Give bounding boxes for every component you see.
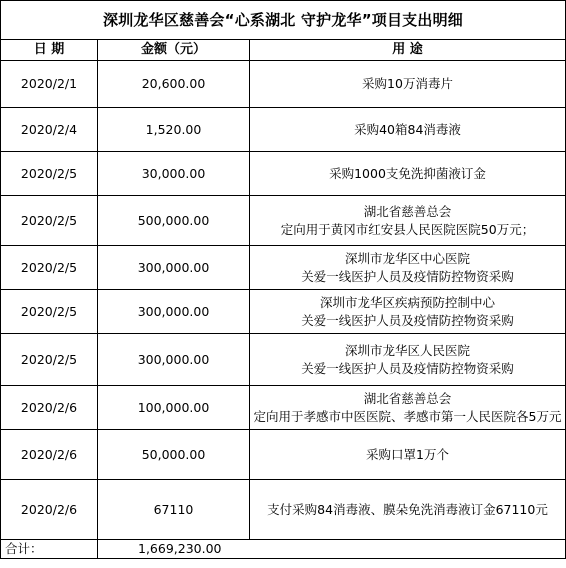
purpose-line: 湖北省慈善总会: [363, 390, 452, 406]
row-date: 2020/2/6: [1, 430, 98, 480]
row-purpose: [250, 196, 566, 246]
row-purpose: [250, 152, 566, 196]
row-date: 2020/2/6: [1, 480, 98, 540]
row-date: 2020/2/5: [1, 334, 98, 386]
row-date: 2020/2/5: [1, 246, 98, 290]
row-amount: 300,000.00: [98, 246, 250, 290]
row-purpose: [250, 246, 566, 290]
row-amount: 30,000.00: [98, 152, 250, 196]
row-purpose: [250, 430, 566, 480]
row-amount: 50,000.00: [98, 430, 250, 480]
table-row: [1, 61, 566, 108]
purpose-line: 采购1000支免洗抑菌液订金: [329, 165, 486, 181]
row-amount: 1,520.00: [98, 108, 250, 152]
total-amount: 1,669,230.00: [98, 540, 566, 559]
row-date: 2020/2/4: [1, 108, 98, 152]
row-purpose: [250, 290, 566, 334]
purpose-line: 深圳市龙华区中心医院: [345, 250, 471, 266]
row-amount: 300,000.00: [98, 334, 250, 386]
header-amount: 金额（元）: [98, 40, 250, 61]
table-row: [1, 152, 566, 196]
row-date: 2020/2/5: [1, 196, 98, 246]
purpose-line: 定向用于黄冈市红安县人民医院医院50万元；: [280, 221, 535, 237]
purpose-line: 采购口罩1万个: [366, 446, 449, 462]
row-date: 2020/2/1: [1, 61, 98, 108]
row-date: 2020/2/5: [1, 290, 98, 334]
purpose-line: 湖北省慈善总会: [363, 203, 452, 219]
row-purpose: [250, 386, 566, 430]
purpose-line: 采购10万消毒片: [362, 76, 453, 91]
total-row: [1, 540, 566, 559]
purpose-line: 深圳市龙华区疾病预防控制中心: [320, 294, 496, 310]
table-row: [1, 334, 566, 386]
purpose-line: 关爱一线医护人员及疫情防控物资采购: [301, 360, 514, 376]
row-purpose: [250, 334, 566, 386]
row-amount: 20,600.00: [98, 61, 250, 108]
table-row: [1, 480, 566, 540]
table-row: [1, 386, 566, 430]
header-date: 日 期: [1, 40, 98, 61]
row-amount: 100,000.00: [98, 386, 250, 430]
table-row: [1, 290, 566, 334]
purpose-line: 定向用于孝感市中医医院、孝感市第一人民医院各5万元: [253, 408, 562, 424]
total-label: 合计：: [1, 540, 98, 559]
purpose-line: 深圳市龙华区人民医院: [345, 342, 471, 358]
table-row: [1, 196, 566, 246]
row-purpose: [250, 480, 566, 540]
purpose-line: 关爱一线医护人员及疫情防控物资采购: [301, 312, 514, 328]
table-title: 深圳龙华区慈善会“心系湖北 守护龙华”项目支出明细: [1, 1, 566, 40]
header-row: [1, 40, 566, 61]
row-purpose: [250, 108, 566, 152]
row-amount: 67110: [98, 480, 250, 540]
row-amount: 500,000.00: [98, 196, 250, 246]
row-date: 2020/2/5: [1, 152, 98, 196]
purpose-line: 支付采购84消毒液、膜朵免洗消毒液订金67110元: [267, 501, 548, 517]
table-row: [1, 246, 566, 290]
table-row: [1, 430, 566, 480]
row-amount: 300,000.00: [98, 290, 250, 334]
row-date: 2020/2/6: [1, 386, 98, 430]
table-row: [1, 108, 566, 152]
header-purpose: 用 途: [250, 40, 566, 61]
row-purpose: [250, 61, 566, 108]
purpose-line: 采购40箱84消毒液: [354, 121, 461, 137]
purpose-line: 关爱一线医护人员及疫情防控物资采购: [301, 268, 514, 284]
